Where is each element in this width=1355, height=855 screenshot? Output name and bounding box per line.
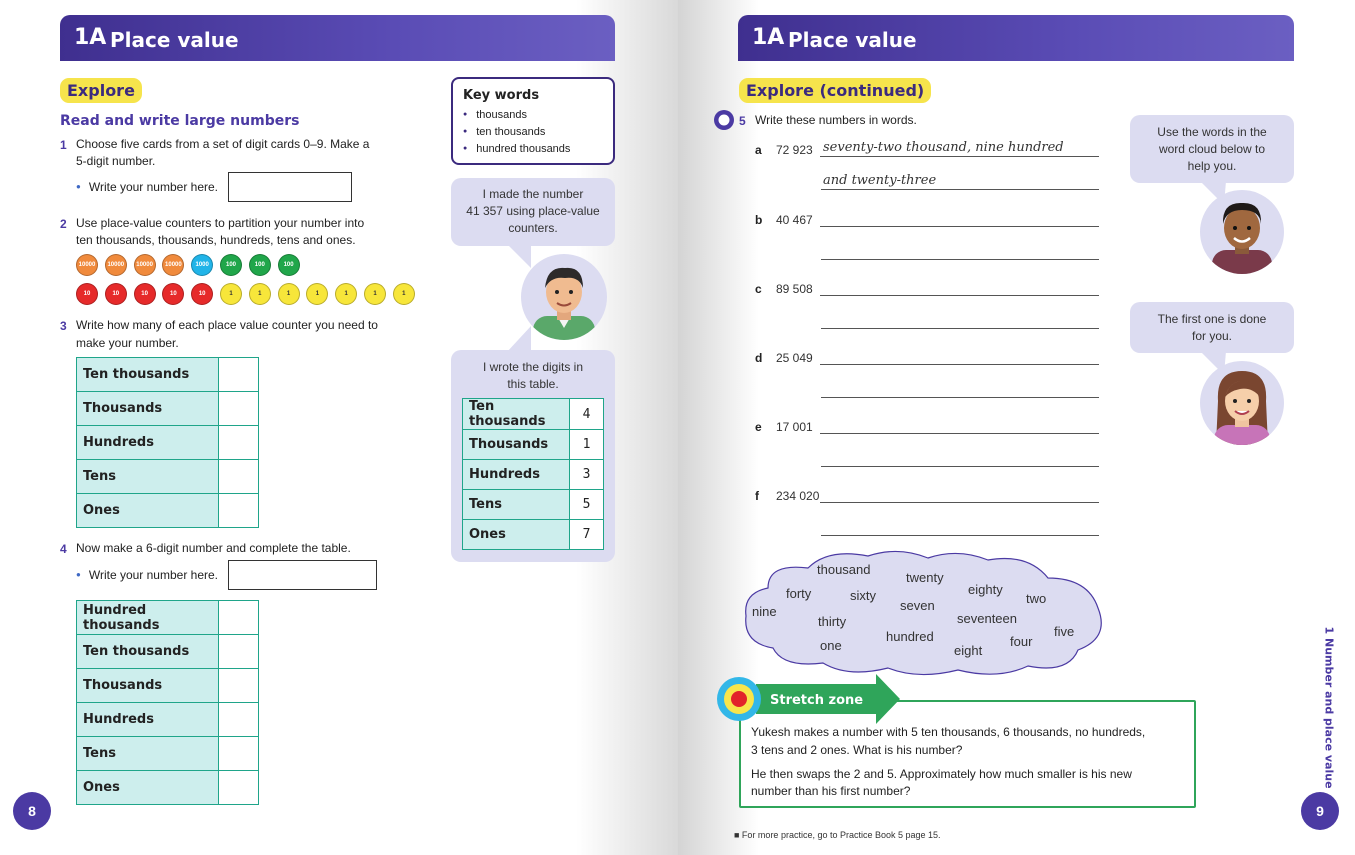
q1-number: 1 <box>60 138 67 152</box>
bubble-text: 41 357 using place-value <box>466 204 600 218</box>
bubble-tail <box>505 326 535 352</box>
right-page <box>678 0 1355 855</box>
page-number-9: 9 <box>1301 792 1339 830</box>
stretch-text: number than his first number? <box>751 784 911 798</box>
answer-line[interactable] <box>820 502 1099 503</box>
word-cloud <box>738 548 1108 680</box>
table-row <box>77 669 259 703</box>
cloud-word: nine <box>752 604 777 619</box>
key-word: ● hundred thousands <box>463 143 570 155</box>
row-label: Ones <box>77 771 219 805</box>
row-label: Ones <box>77 494 219 528</box>
answer-cell[interactable] <box>219 737 259 771</box>
row-label: Thousands <box>463 430 570 460</box>
table-row <box>463 430 604 460</box>
cloud-word: two <box>1026 591 1047 606</box>
cloud-word: sixty <box>850 588 876 603</box>
place-value-counter: 1 <box>364 283 386 305</box>
answer-line[interactable] <box>821 259 1099 260</box>
q2-number: 2 <box>60 217 67 231</box>
bubble-text: Use the words in the <box>1157 125 1267 139</box>
answer-cell[interactable] <box>219 703 259 737</box>
stretch-text: He then swaps the 2 and 5. Approximately how much smaller is his new <box>751 767 1132 781</box>
place-value-counter: 10000 <box>105 254 127 276</box>
row-label: Ones <box>463 520 570 550</box>
table-row <box>77 358 259 392</box>
q4-answer-box[interactable] <box>228 560 377 590</box>
item-letter: b <box>755 213 763 227</box>
place-value-counter: 10000 <box>76 254 98 276</box>
row-label: Ten thousands <box>77 635 219 669</box>
row-label: Ten thousands <box>463 399 570 430</box>
header-title: Place value <box>110 28 239 52</box>
place-value-counter: 1 <box>220 283 242 305</box>
item-letter: c <box>755 282 762 296</box>
answer-line[interactable] <box>821 397 1099 398</box>
key-words-box <box>451 77 615 165</box>
answer-cell[interactable] <box>219 460 259 494</box>
answer-cell[interactable] <box>219 358 259 392</box>
digit-cell: 7 <box>570 520 604 550</box>
row-label: Tens <box>463 490 570 520</box>
q1-line1: Choose five cards from a set of digit cards 0–9. Make a <box>76 137 370 151</box>
answer-line[interactable] <box>820 364 1099 365</box>
key-words-title: Key words <box>463 88 540 103</box>
right-header <box>738 15 1294 61</box>
place-value-counter: 10000 <box>134 254 156 276</box>
explore-tag: Explore <box>60 78 142 103</box>
cloud-word: eighty <box>968 582 1003 597</box>
bubble-text: I wrote the digits in <box>482 360 584 374</box>
table-row <box>77 460 259 494</box>
row-label: Hundreds <box>77 703 219 737</box>
q4-number: 4 <box>60 542 67 556</box>
digit-cell: 1 <box>570 430 604 460</box>
q3-line1: Write how many of each place value counter you need to <box>76 318 378 332</box>
answer-line[interactable] <box>820 433 1099 434</box>
place-value-counter: 1 <box>306 283 328 305</box>
answer-line[interactable] <box>820 295 1099 296</box>
cloud-word: one <box>820 638 842 653</box>
handwritten-answer: seventy-two thousand, nine hundred <box>823 140 1064 155</box>
item-number: 17 001 <box>776 420 813 434</box>
bubble-text: for you. <box>1191 329 1233 343</box>
q4-bullet: ● Write your number here. <box>76 568 218 582</box>
table-row <box>77 703 259 737</box>
item-number: 25 049 <box>776 351 813 365</box>
subheading: Read and write large numbers <box>60 113 300 129</box>
row-label: Hundreds <box>77 426 219 460</box>
table-row <box>77 392 259 426</box>
item-letter: e <box>755 420 762 434</box>
side-label-container <box>1321 626 1337 789</box>
place-value-counter: 10 <box>191 283 213 305</box>
answer-line[interactable] <box>821 535 1099 536</box>
answer-cell[interactable] <box>219 635 259 669</box>
place-value-counter: 10 <box>105 283 127 305</box>
practice-footer: ■ For more practice, go to Practice Book 5 page 15. <box>734 830 941 840</box>
header-unit-number: 1A <box>752 25 785 50</box>
explore-continued-tag: Explore (continued) <box>739 78 931 103</box>
place-value-counter: 1 <box>278 283 300 305</box>
row-label: Ten thousands <box>77 358 219 392</box>
answer-cell[interactable] <box>219 426 259 460</box>
answer-line[interactable] <box>821 466 1099 467</box>
left-header <box>60 15 615 61</box>
stretch-text: Yukesh makes a number with 5 ten thousands, 6 thousands, no hundreds, <box>751 725 1146 739</box>
key-word: ● ten thousands <box>463 126 545 138</box>
row-label: Tens <box>77 460 219 494</box>
place-value-counter: 10 <box>76 283 98 305</box>
place-value-counter: 1 <box>393 283 415 305</box>
key-word: ● thousands <box>463 109 527 121</box>
q2-line1: Use place-value counters to partition your number into <box>76 216 365 230</box>
q1-bullet: ● Write your number here. <box>76 180 218 194</box>
row-label: Hundreds <box>463 460 570 490</box>
digit-cell: 4 <box>570 399 604 430</box>
example-place-value-table <box>462 398 604 550</box>
boy-avatar <box>1200 190 1284 274</box>
q4-line1: Now make a 6-digit number and complete the table. <box>76 541 351 555</box>
cloud-word: seventeen <box>957 611 1017 626</box>
bubble-text: this table. <box>507 377 559 391</box>
row-label: Thousands <box>77 392 219 426</box>
answer-cell[interactable] <box>219 392 259 426</box>
cloud-word: eight <box>954 643 983 658</box>
header-title: Place value <box>788 28 917 52</box>
side-chapter-label: 1 Number and place value <box>1322 626 1336 789</box>
table-row <box>77 635 259 669</box>
answer-cell[interactable] <box>219 669 259 703</box>
item-letter: d <box>755 351 763 365</box>
table-row <box>463 520 604 550</box>
table-row <box>77 601 259 635</box>
place-value-counter: 100 <box>220 254 242 276</box>
answer-cell[interactable] <box>219 494 259 528</box>
item-number: 40 467 <box>776 213 813 227</box>
q3-line2: make your number. <box>76 336 179 350</box>
place-value-table-2 <box>76 600 259 805</box>
row-label: Hundred thousands <box>77 601 219 635</box>
bubble-text: word cloud below to <box>1158 142 1266 156</box>
handwritten-answer: and twenty-three <box>823 173 937 188</box>
item-number: 72 923 <box>776 143 813 157</box>
answer-line[interactable] <box>820 226 1099 227</box>
bubble-text: counters. <box>508 221 558 235</box>
cloud-word: thousand <box>817 562 871 577</box>
cloud-word: twenty <box>906 570 944 585</box>
header-unit-number: 1A <box>74 25 107 50</box>
table-row <box>463 490 604 520</box>
bubble-text: I made the number <box>482 187 584 201</box>
cloud-word: four <box>1010 634 1033 649</box>
bubble-text: The first one is done <box>1157 312 1267 326</box>
place-value-counter: 10000 <box>162 254 184 276</box>
q3-number: 3 <box>60 319 67 333</box>
page-number-8: 8 <box>13 792 51 830</box>
cloud-word: thirty <box>818 614 847 629</box>
place-value-counter: 1 <box>249 283 271 305</box>
answer-cell[interactable] <box>219 601 259 635</box>
answer-line[interactable] <box>821 328 1099 329</box>
answer-line[interactable] <box>821 189 1099 190</box>
speech-bubble-girl <box>1130 302 1294 353</box>
digit-cell: 3 <box>570 460 604 490</box>
place-value-counter: 100 <box>249 254 271 276</box>
row-label: Tens <box>77 737 219 771</box>
cloud-word: five <box>1054 624 1075 639</box>
q5-text: Write these numbers in words. <box>755 113 917 127</box>
table-row <box>463 460 604 490</box>
table-row <box>77 494 259 528</box>
item-number: 89 508 <box>776 282 813 296</box>
table-row <box>77 426 259 460</box>
girl-avatar <box>1200 361 1284 445</box>
cloud-word: seven <box>900 598 935 613</box>
speech-bubble-boy <box>1130 115 1294 183</box>
stretch-zone-title: Stretch zone <box>770 693 864 708</box>
cloud-word: hundred <box>886 629 934 644</box>
bubble-tail <box>505 244 535 270</box>
q1-answer-box[interactable] <box>228 172 352 202</box>
answer-cell[interactable] <box>219 771 259 805</box>
bubble-text: help you. <box>1187 159 1237 173</box>
item-letter: f <box>755 489 759 503</box>
answer-line[interactable] <box>820 156 1099 157</box>
table-row <box>77 771 259 805</box>
row-label: Thousands <box>77 669 219 703</box>
place-value-counter: 100 <box>278 254 300 276</box>
item-letter: a <box>755 143 762 157</box>
place-value-counter: 10 <box>134 283 156 305</box>
q5-number: 5 <box>739 114 746 128</box>
table-row <box>77 737 259 771</box>
table-row <box>463 399 604 430</box>
place-value-counter: 10 <box>162 283 184 305</box>
q2-line2: ten thousands, thousands, hundreds, tens and ones. <box>76 233 356 247</box>
item-number: 234 020 <box>776 489 820 503</box>
place-value-counter: 1000 <box>191 254 213 276</box>
discussion-icon <box>712 109 736 131</box>
speech-bubble-boy-1 <box>451 178 615 246</box>
stretch-text: 3 tens and 2 ones. What is his number? <box>751 743 963 757</box>
digit-cell: 5 <box>570 490 604 520</box>
place-value-counter: 1 <box>335 283 357 305</box>
place-value-table-1 <box>76 357 259 528</box>
q1-line2: 5-digit number. <box>76 154 156 168</box>
cloud-word: forty <box>786 586 812 601</box>
